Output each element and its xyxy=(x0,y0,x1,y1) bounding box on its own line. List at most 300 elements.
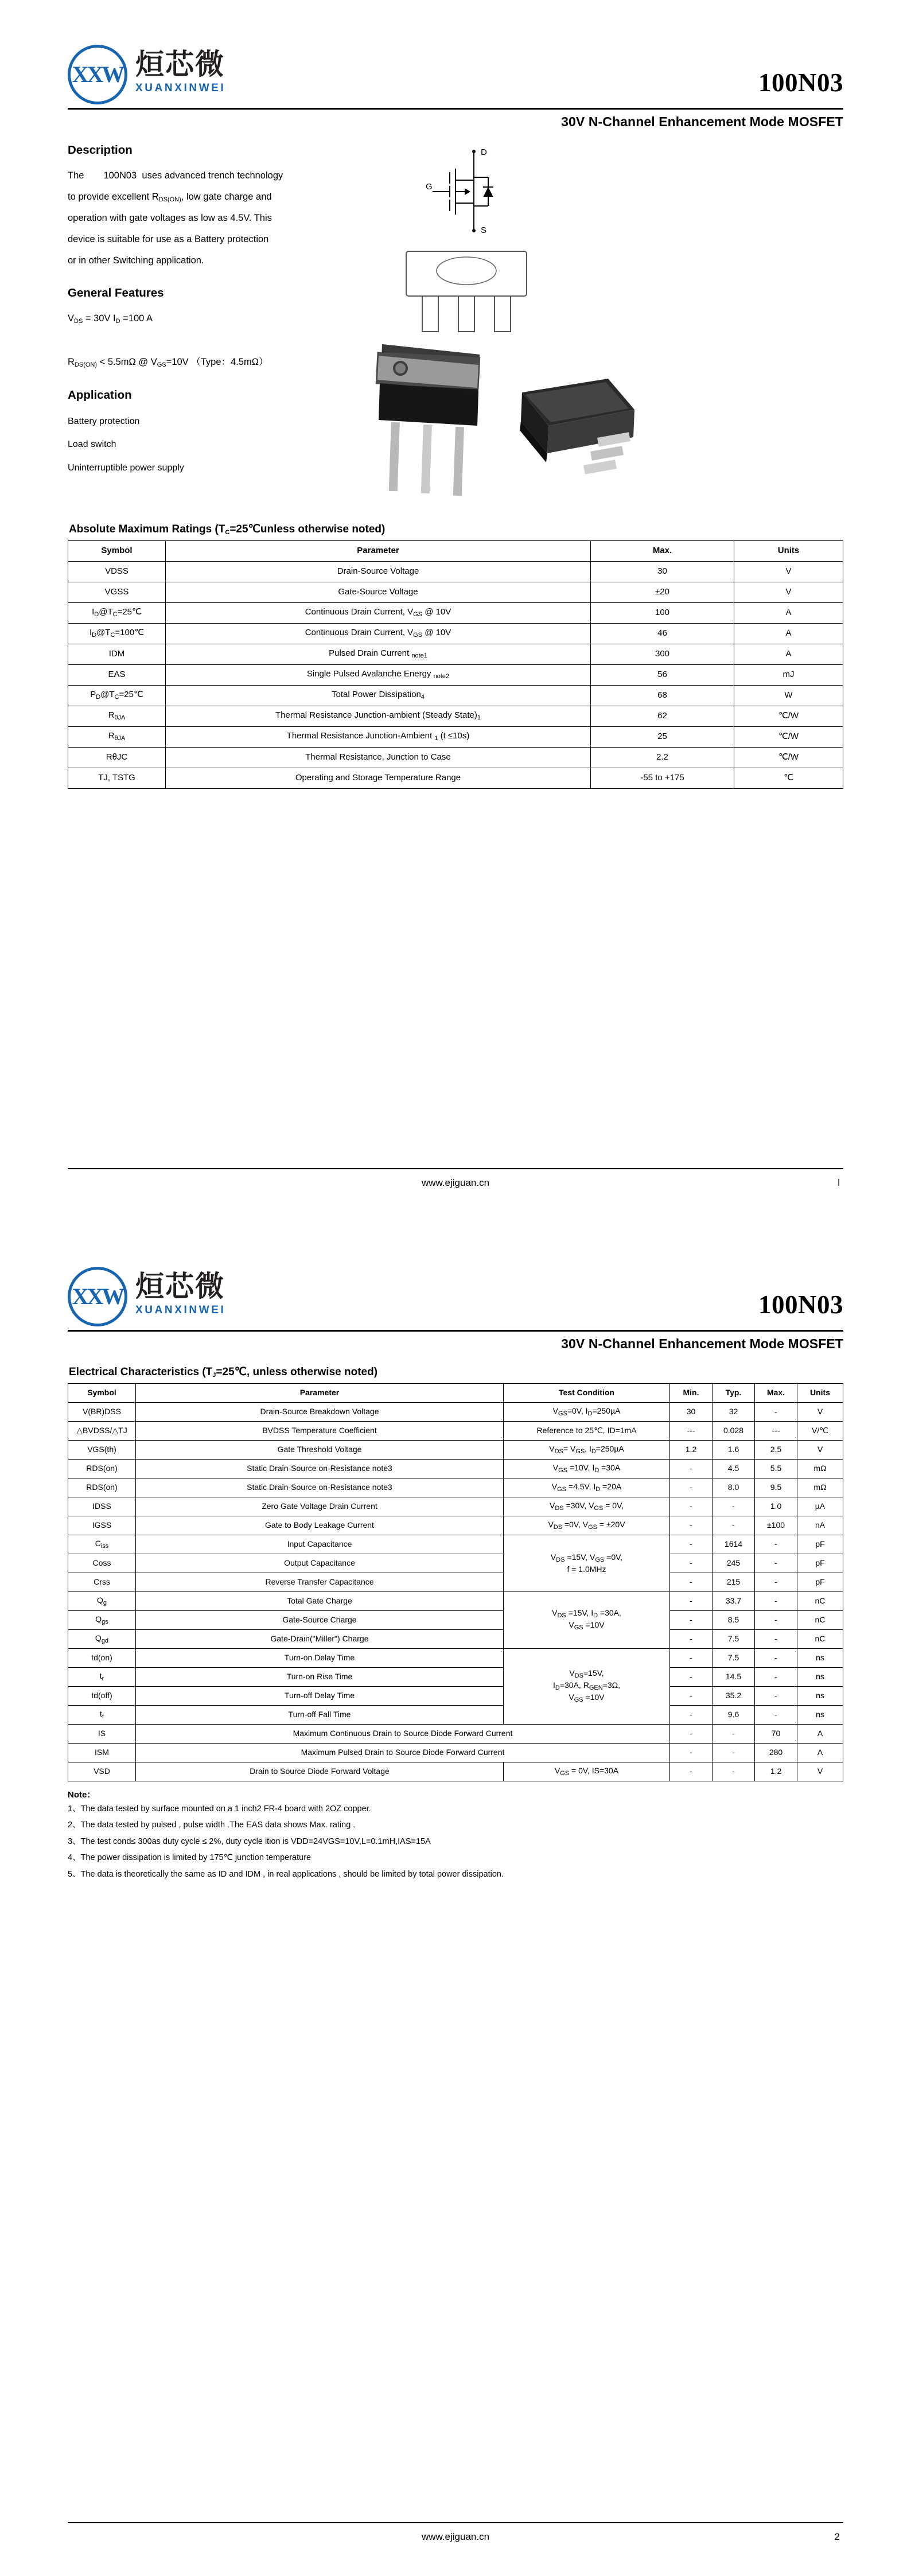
cell-symbol: IDM xyxy=(68,644,166,664)
cell-symbol: RDS(on) xyxy=(68,1478,136,1497)
cell-min: 30 xyxy=(670,1403,713,1422)
table-row xyxy=(68,644,843,664)
page-1-footer xyxy=(68,1168,843,1189)
gf-l2a: R xyxy=(68,356,75,367)
cell-symbol: $t_r$ xyxy=(68,1668,136,1687)
cell-typ: 1.6 xyxy=(713,1441,755,1460)
cell-parameter: Maximum Pulsed Drain to Source Diode Forward Current xyxy=(136,1744,670,1762)
description-body xyxy=(68,165,309,271)
brand-text xyxy=(135,45,225,95)
table-row xyxy=(68,1535,843,1554)
part-number: 100N03 xyxy=(758,68,843,97)
application-list xyxy=(68,410,309,480)
page-number: 2 xyxy=(834,2531,840,2542)
intro-right-column xyxy=(309,143,843,480)
cell-parameter: Turn-on Rise Time xyxy=(136,1668,504,1687)
cell-max: 5.5 xyxy=(755,1460,797,1478)
cell-units: nA xyxy=(797,1516,843,1535)
part-number: 100N03 xyxy=(758,1290,843,1319)
cell-units: A xyxy=(797,1744,843,1762)
application-item-1: Load switch xyxy=(68,439,116,450)
table-row xyxy=(68,1441,843,1460)
cell-symbol: $C_{iss}$ xyxy=(68,1535,136,1554)
gf-l2b: < 5.5mΩ @ V xyxy=(97,356,157,367)
elec-char-title xyxy=(69,1365,843,1379)
col-symbol: Symbol xyxy=(68,1384,136,1403)
cell-min: - xyxy=(670,1573,713,1592)
cell-typ: 8.0 xyxy=(713,1478,755,1497)
col-max: Max. xyxy=(591,540,734,561)
desc-line1-post: uses advanced trench technology xyxy=(142,170,283,181)
cell-units: ns xyxy=(797,1706,843,1725)
table-row xyxy=(68,1630,843,1649)
cell-units: ℃/W xyxy=(734,726,843,747)
cell-max: 30 xyxy=(591,561,734,582)
cell-max: - xyxy=(755,1554,797,1573)
cell-symbol: Crss xyxy=(68,1573,136,1592)
cell-parameter: Input Capacitance xyxy=(136,1535,504,1554)
cell-min: - xyxy=(670,1478,713,1497)
company-logo-icon xyxy=(68,1267,127,1326)
cell-max: 300 xyxy=(591,644,734,664)
table-row xyxy=(68,1706,843,1725)
cell-symbol: VGS(th) xyxy=(68,1441,136,1460)
cell-condition: $V_{GS}=0V$, $I_D=250\mu A$ xyxy=(504,1403,670,1422)
table-row xyxy=(68,1668,843,1687)
mosfet-schematic-diagram xyxy=(405,146,525,238)
cell-symbol: $I_D@T_C=25℃$ xyxy=(68,602,166,623)
notes-section xyxy=(68,1788,843,1881)
general-features-body xyxy=(68,308,309,373)
cell-min: - xyxy=(670,1706,713,1725)
cell-units: nC xyxy=(797,1630,843,1649)
application-item-2: Uninterruptible power supply xyxy=(68,463,184,473)
cell-typ: 33.7 xyxy=(713,1592,755,1611)
cell-max: 100 xyxy=(591,602,734,623)
cell-units: pF xyxy=(797,1535,843,1554)
cell-units: V xyxy=(734,561,843,582)
cell-parameter: Gate to Body Leakage Current xyxy=(136,1516,504,1535)
cell-max: 2.5 xyxy=(755,1441,797,1460)
cell-max: 280 xyxy=(755,1744,797,1762)
cell-typ: 8.5 xyxy=(713,1611,755,1630)
page-number: l xyxy=(838,1177,840,1188)
cell-condition-merged-capacitance: $V_{DS} =15V$, $V_{GS} =0V$, f = 1.0MHz xyxy=(504,1535,670,1592)
cell-max: 70 xyxy=(755,1725,797,1744)
elec-title-post: =25℃, unless otherwise noted) xyxy=(216,1366,378,1378)
cell-max: ±100 xyxy=(755,1516,797,1535)
absolute-maximum-ratings-table xyxy=(68,540,843,789)
col-units: Units xyxy=(734,540,843,561)
footer-content xyxy=(68,1169,843,1189)
brand-name-cn: 烜芯微 xyxy=(135,48,225,81)
cell-min: - xyxy=(670,1460,713,1478)
elec-title-pre: Electrical Characteristics (T xyxy=(69,1366,213,1378)
cell-parameter: Maximum Continuous Drain to Source Diode Forward Current xyxy=(136,1725,670,1744)
cell-max: - xyxy=(755,1649,797,1668)
note-item-5: 5、The data is theoretically the same as ID and IDM , in real applications , should be limited by total power dissipation. xyxy=(68,1869,504,1879)
abs-max-title-pre: Absolute Maximum Ratings (T xyxy=(69,523,225,535)
cell-typ: - xyxy=(713,1762,755,1781)
cell-min: --- xyxy=(670,1422,713,1441)
cell-parameter: Thermal Resistance Junction-Ambient $_1$ (t ≤10s) xyxy=(166,726,591,747)
table-row xyxy=(68,1725,843,1744)
notes-heading: Note： xyxy=(68,1790,96,1800)
cell-max: - xyxy=(755,1668,797,1687)
note-item-2: 2、The data tested by pulsed , pulse width .The EAS data shows Max. rating . xyxy=(68,1820,356,1830)
cell-condition-merged-switching: $V_{DS}=15V$, $I_D=30A$, $R_{GEN}=3\Omega$, $V_{GS} =10V$ xyxy=(504,1649,670,1725)
cell-symbol: RθJC xyxy=(68,747,166,768)
cell-condition: $V_{GS} =10V$, $I_D =30A$ xyxy=(504,1460,670,1478)
abs-max-title-sub: C xyxy=(225,528,230,536)
col-units: Units xyxy=(797,1384,843,1403)
cell-max: 2.2 xyxy=(591,747,734,768)
cell-symbol: △BVDSS/△TJ xyxy=(68,1422,136,1441)
logo-mark-text: XXW xyxy=(72,1283,123,1309)
cell-parameter: BVDSS Temperature Coefficient xyxy=(136,1422,504,1441)
cell-max: 1.0 xyxy=(755,1497,797,1516)
cell-typ: - xyxy=(713,1497,755,1516)
cell-min: - xyxy=(670,1668,713,1687)
gf-l1-sub2: D xyxy=(115,317,120,325)
logo-mark-text: XXW xyxy=(72,61,123,87)
cell-units: ns xyxy=(797,1668,843,1687)
cell-units: V xyxy=(734,582,843,602)
table-row xyxy=(68,1422,843,1441)
cell-units: nC xyxy=(797,1611,843,1630)
schematic-pin-s-label: S xyxy=(481,225,487,235)
cell-max: 46 xyxy=(591,623,734,644)
cell-units: V/℃ xyxy=(797,1422,843,1441)
cell-symbol: $R_{\theta JA}$ xyxy=(68,726,166,747)
cell-typ: 32 xyxy=(713,1403,755,1422)
cell-max: 62 xyxy=(591,706,734,726)
cell-units: A xyxy=(734,602,843,623)
cell-min: - xyxy=(670,1611,713,1630)
cell-symbol: VDSS xyxy=(68,561,166,582)
col-symbol: Symbol xyxy=(68,540,166,561)
cell-symbol: $R_{\theta JA}$ xyxy=(68,706,166,726)
gf-l1-post: = 30V I xyxy=(83,313,116,324)
cell-units: µA xyxy=(797,1497,843,1516)
gf-l2c: =10V （Type：4.5mΩ） xyxy=(166,356,268,367)
table-row xyxy=(68,706,843,726)
cell-units: V xyxy=(797,1403,843,1422)
cell-condition-merged-charge: $V_{DS} =15V$, $I_D =30A$, $V_{GS} =10V$ xyxy=(504,1592,670,1649)
elec-title-sub: J xyxy=(212,1372,216,1379)
cell-typ: 0.028 xyxy=(713,1422,755,1441)
cell-symbol: $Q_g$ xyxy=(68,1592,136,1611)
cell-min: - xyxy=(670,1744,713,1762)
table-row xyxy=(68,1460,843,1478)
desc-line1-pre: The xyxy=(68,170,84,181)
header-rule xyxy=(68,1330,843,1332)
cell-units: pF xyxy=(797,1554,843,1573)
cell-units: mΩ xyxy=(797,1460,843,1478)
desc-line2-sub: DS(ON) xyxy=(158,196,181,203)
table-row xyxy=(68,1554,843,1573)
cell-max: - xyxy=(755,1535,797,1554)
electrical-characteristics-table xyxy=(68,1383,843,1781)
table-header-row xyxy=(68,1384,843,1403)
cell-symbol: V(BR)DSS xyxy=(68,1403,136,1422)
document-subtitle: 30V N-Channel Enhancement Mode MOSFET xyxy=(561,1336,843,1351)
abs-max-title xyxy=(69,523,843,536)
cell-units: A xyxy=(734,623,843,644)
table-row xyxy=(68,582,843,602)
cell-min: - xyxy=(670,1592,713,1611)
cell-symbol: VSD xyxy=(68,1762,136,1781)
cell-units: V xyxy=(797,1441,843,1460)
note-item-1: 1、The data tested by surface mounted on a 1 inch2 FR-4 board with 2OZ copper. xyxy=(68,1804,371,1814)
gf-l2a-sub: DS(ON) xyxy=(74,361,98,368)
cell-max: 9.5 xyxy=(755,1478,797,1497)
cell-parameter: Zero Gate Voltage Drain Current xyxy=(136,1497,504,1516)
table-row xyxy=(68,685,843,706)
cell-typ: 9.6 xyxy=(713,1706,755,1725)
cell-units: mΩ xyxy=(797,1478,843,1497)
cell-max: - xyxy=(755,1611,797,1630)
cell-parameter: Continuous Drain Current, $V_{GS}$ @ 10V xyxy=(166,602,591,623)
cell-units: A xyxy=(734,644,843,664)
table-row xyxy=(68,602,843,623)
document-subtitle: 30V N-Channel Enhancement Mode MOSFET xyxy=(561,114,843,129)
cell-symbol: td(on) xyxy=(68,1649,136,1668)
cell-parameter: Turn-off Delay Time xyxy=(136,1687,504,1706)
cell-units: ℃/W xyxy=(734,747,843,768)
gf-l1: V xyxy=(68,313,75,324)
cell-parameter: Drain-Source Breakdown Voltage xyxy=(136,1403,504,1422)
company-logo-icon xyxy=(68,45,127,104)
table-row xyxy=(68,1762,843,1781)
cell-parameter: Reverse Transfer Capacitance xyxy=(136,1573,504,1592)
cell-condition: $V_{DS}= V_{GS}$, $I_D=250\mu A$ xyxy=(504,1441,670,1460)
cell-units: ℃ xyxy=(734,768,843,788)
cell-parameter: Continuous Drain Current, $V_{GS}$ @ 10V xyxy=(166,623,591,644)
description-heading: Description xyxy=(68,143,133,157)
col-parameter: Parameter xyxy=(136,1384,504,1403)
cell-units: pF xyxy=(797,1573,843,1592)
general-features-heading: General Features xyxy=(68,286,164,299)
package-outline-drawing xyxy=(383,247,555,338)
cell-parameter: Turn-off Fall Time xyxy=(136,1706,504,1725)
footer-url[interactable]: www.ejiguan.cn xyxy=(421,2531,490,2542)
col-min: Min. xyxy=(670,1384,713,1403)
cell-parameter: Gate-Source Charge xyxy=(136,1611,504,1630)
cell-symbol: VGSS xyxy=(68,582,166,602)
table-row xyxy=(68,726,843,747)
brand-name-en: XUANXINWEI xyxy=(135,81,226,94)
cell-typ: - xyxy=(713,1725,755,1744)
table-row xyxy=(68,1687,843,1706)
cell-min: - xyxy=(670,1516,713,1535)
cell-min: - xyxy=(670,1497,713,1516)
application-item-0: Battery protection xyxy=(68,416,140,426)
cell-condition: $V_{DS} =0V$, $V_{GS} = \pm 20V$ xyxy=(504,1516,670,1535)
cell-typ: - xyxy=(713,1744,755,1762)
gf-l2b-sub: GS xyxy=(157,361,166,368)
cell-typ: 35.2 xyxy=(713,1687,755,1706)
cell-units: ns xyxy=(797,1649,843,1668)
cell-typ: 215 xyxy=(713,1573,755,1592)
table-row xyxy=(68,1516,843,1535)
cell-parameter: Thermal Resistance Junction-ambient (Steady $State)_1$ xyxy=(166,706,591,726)
cell-parameter: Drain to Source Diode Forward Voltage xyxy=(136,1762,504,1781)
cell-parameter: Pulsed Drain Current $_{note1}$ xyxy=(166,644,591,664)
cell-max: 68 xyxy=(591,685,734,706)
cell-condition: $V_{DS} =30V$, $V_{GS} = 0V$, xyxy=(504,1497,670,1516)
intro-section xyxy=(68,143,843,480)
note-item-4: 4、The power dissipation is limited by 175℃ junction temperature xyxy=(68,1853,312,1863)
cell-condition: $V_{GS} = 0V$, IS=30A xyxy=(504,1762,670,1781)
cell-parameter: Total Power Dissipation$_4$ xyxy=(166,685,591,706)
table-row xyxy=(68,768,843,788)
cell-typ: 245 xyxy=(713,1554,755,1573)
schematic-pin-d-label: D xyxy=(481,147,487,157)
cell-symbol: $Q_{gd}$ xyxy=(68,1630,136,1649)
table-row xyxy=(68,1403,843,1422)
cell-parameter: Gate-Drain("Miller") Charge xyxy=(136,1630,504,1649)
cell-min: - xyxy=(670,1535,713,1554)
cell-parameter: Gate Threshold Voltage xyxy=(136,1441,504,1460)
col-parameter: Parameter xyxy=(166,540,591,561)
cell-typ: - xyxy=(713,1516,755,1535)
cell-min: 1.2 xyxy=(670,1441,713,1460)
table-row xyxy=(68,1478,843,1497)
package-photographs xyxy=(365,338,644,505)
to-220-package-photo xyxy=(365,338,497,505)
cell-symbol: IS xyxy=(68,1725,136,1744)
desc-line4: device is suitable for use as a Battery protection xyxy=(68,234,269,244)
table-row xyxy=(68,623,843,644)
brand-text xyxy=(135,1267,225,1317)
col-max: Max. xyxy=(755,1384,797,1403)
brand-name-en: XUANXINWEI xyxy=(135,1303,226,1316)
col-typ: Typ. xyxy=(713,1384,755,1403)
cell-max: 25 xyxy=(591,726,734,747)
cell-min: - xyxy=(670,1630,713,1649)
cell-parameter: Turn-on Delay Time xyxy=(136,1649,504,1668)
cell-symbol: $t_f$ xyxy=(68,1706,136,1725)
header-rule xyxy=(68,108,843,110)
cell-min: - xyxy=(670,1762,713,1781)
cell-parameter: Static Drain-Source on-Resistance note3 xyxy=(136,1478,504,1497)
cell-min: - xyxy=(670,1725,713,1744)
cell-symbol: TJ, TSTG xyxy=(68,768,166,788)
gf-l1-post2: =100 A xyxy=(120,313,153,324)
cell-typ: 1614 xyxy=(713,1535,755,1554)
cell-parameter: Operating and Storage Temperature Range xyxy=(166,768,591,788)
cell-units: V xyxy=(797,1762,843,1781)
desc-line2-post: , low gate charge and xyxy=(181,191,272,202)
cell-parameter: Drain-Source Voltage xyxy=(166,561,591,582)
cell-max: - xyxy=(755,1706,797,1725)
brand-logo-page2 xyxy=(68,1267,843,1326)
cell-units: nC xyxy=(797,1592,843,1611)
cell-max: -55 to +175 xyxy=(591,768,734,788)
cell-typ: 14.5 xyxy=(713,1668,755,1687)
cell-min: - xyxy=(670,1649,713,1668)
cell-min: - xyxy=(670,1687,713,1706)
cell-symbol: RDS(on) xyxy=(68,1460,136,1478)
cell-symbol: IDSS xyxy=(68,1497,136,1516)
cell-units: W xyxy=(734,685,843,706)
cell-units: ns xyxy=(797,1687,843,1706)
application-heading: Application xyxy=(68,388,132,402)
d2pak-package-photo xyxy=(512,373,644,505)
brand-name-cn: 烜芯微 xyxy=(135,1270,225,1303)
cell-max: ±20 xyxy=(591,582,734,602)
table-row xyxy=(68,1611,843,1630)
note-item-3: 3、The test cond≤ 300as duty cycle ≤ 2%, duty cycle ition is VDD=24VGS=10V,L=0.1mH,IAS=15A xyxy=(68,1836,431,1846)
footer-url[interactable]: www.ejiguan.cn xyxy=(421,1177,490,1188)
cell-typ: 7.5 xyxy=(713,1630,755,1649)
table-row xyxy=(68,747,843,768)
cell-max: - xyxy=(755,1592,797,1611)
cell-condition: Reference to 25℃, ID=1mA xyxy=(504,1422,670,1441)
cell-max: 56 xyxy=(591,664,734,685)
cell-max: 1.2 xyxy=(755,1762,797,1781)
cell-parameter: Thermal Resistance, Junction to Case xyxy=(166,747,591,768)
document-header xyxy=(68,0,843,130)
cell-parameter: Output Capacitance xyxy=(136,1554,504,1573)
desc-line3: operation with gate voltages as low as 4.5V. This xyxy=(68,212,272,223)
table-row xyxy=(68,1573,843,1592)
cell-parameter: Gate-Source Voltage xyxy=(166,582,591,602)
desc-line2: to provide excellent R xyxy=(68,191,159,202)
cell-symbol: Coss xyxy=(68,1554,136,1573)
cell-symbol: $I_D@T_C=100℃$ xyxy=(68,623,166,644)
page-2-footer xyxy=(68,2522,843,2543)
table-row xyxy=(68,561,843,582)
cell-max: - xyxy=(755,1630,797,1649)
cell-max: - xyxy=(755,1403,797,1422)
page-2 xyxy=(0,1222,911,2576)
document-header-page2 xyxy=(68,1222,843,1352)
table-row xyxy=(68,1592,843,1611)
table-row xyxy=(68,664,843,685)
desc-line1-part: 100N03 xyxy=(103,170,137,181)
cell-max: - xyxy=(755,1687,797,1706)
schematic-pin-g-label: G xyxy=(426,182,433,192)
table-header-row xyxy=(68,540,843,561)
table-row xyxy=(68,1497,843,1516)
cell-min: - xyxy=(670,1554,713,1573)
cell-max: - xyxy=(755,1573,797,1592)
cell-symbol: td(off) xyxy=(68,1687,136,1706)
cell-symbol: $Q_{gs}$ xyxy=(68,1611,136,1630)
cell-symbol: EAS xyxy=(68,664,166,685)
cell-units: mJ xyxy=(734,664,843,685)
desc-line5: or in other Switching application. xyxy=(68,255,204,266)
cell-units: ℃/W xyxy=(734,706,843,726)
table-row xyxy=(68,1649,843,1668)
col-test-condition: Test Condition xyxy=(504,1384,670,1403)
intro-left-column xyxy=(68,143,309,480)
cell-max: --- xyxy=(755,1422,797,1441)
cell-typ: 4.5 xyxy=(713,1460,755,1478)
footer-content xyxy=(68,2523,843,2543)
cell-condition: $V_{GS} =4.5V$, $I_D =20A$ xyxy=(504,1478,670,1497)
cell-parameter: Static Drain-Source on-Resistance note3 xyxy=(136,1460,504,1478)
cell-parameter: Single Pulsed Avalanche Energy $_{note2}$ xyxy=(166,664,591,685)
page-1 xyxy=(0,0,911,1222)
cell-parameter: Total Gate Charge xyxy=(136,1592,504,1611)
cell-units: A xyxy=(797,1725,843,1744)
abs-max-title-post: =25℃unless otherwise noted) xyxy=(229,523,386,535)
cell-typ: 7.5 xyxy=(713,1649,755,1668)
cell-symbol: ISM xyxy=(68,1744,136,1762)
